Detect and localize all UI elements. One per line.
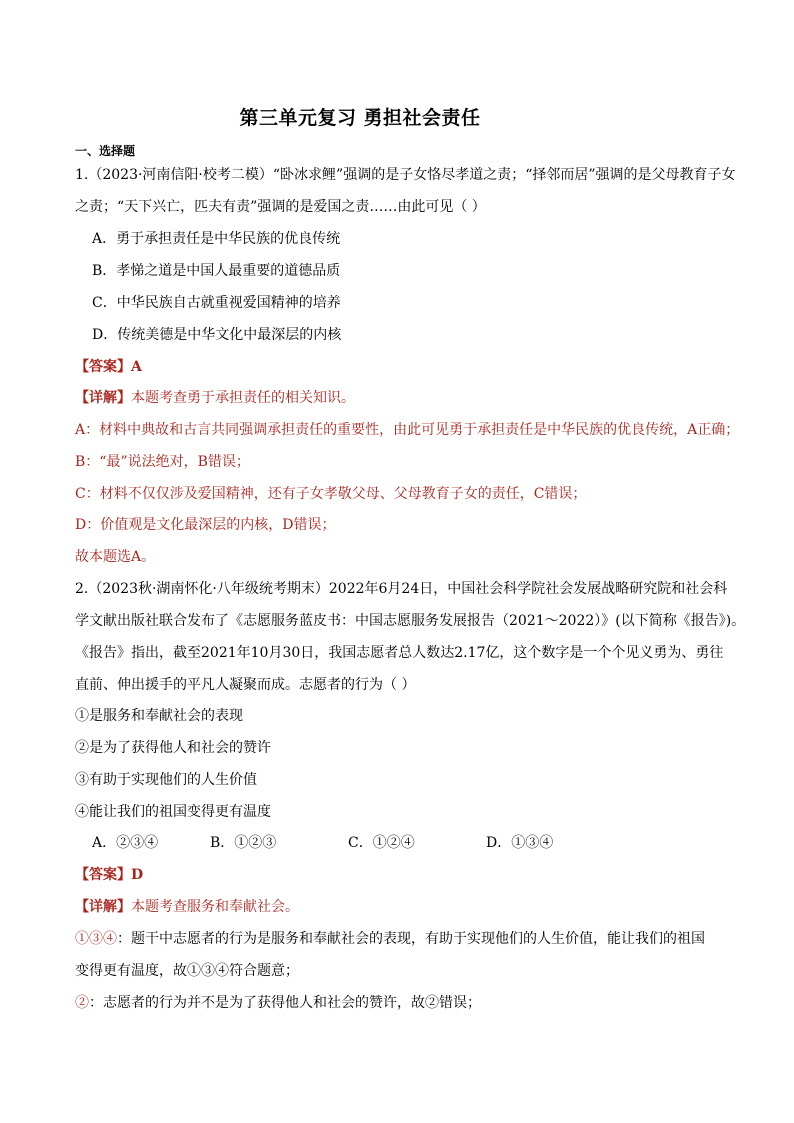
detail-text: 本题考查服务和奉献社会。 [131, 899, 299, 915]
q2-analysis-2 [75, 994, 481, 1012]
q1-stem-line-1: 1.（2023·河南信阳·校考二模）“卧冰求鲤”强调的是子女恪尽孝道之责；“择邻而居”强调的是父母教育子女 [75, 167, 736, 183]
detail-label: 【详解】 [75, 899, 131, 915]
q2-option-a: A．②③④ [92, 835, 159, 851]
q1-analysis-a: A：材料中典故和古言共同强调承担责任的重要性，由此可见勇于承担责任是中华民族的优良传统，A正确； [75, 422, 740, 438]
analysis-text: ：题干中志愿者的行为是服务和奉献社会的表现，有助于实现他们的人生价值，能让我们的祖国 [117, 931, 705, 947]
q2-item-2: ②是为了获得他人和社会的赞许 [75, 740, 271, 756]
q2-answer [75, 866, 143, 884]
detail-text: 本题考查勇于承担责任的相关知识。 [131, 390, 355, 406]
q2-option-c: C．①②④ [348, 835, 415, 851]
q2-stem-line-4: 直前、伸出援手的平凡人凝聚而成。志愿者的行为（ ） [75, 677, 416, 693]
q2-detail [75, 898, 299, 916]
q2-analysis-1 [75, 930, 705, 948]
q2-option-b: B．①②③ [210, 835, 277, 851]
section-heading: 一、选择题 [75, 144, 136, 158]
q1-stem-line-2: 之责；“天下兴亡，匹夫有责”强调的是爱国之责……由此可见（ ） [75, 199, 486, 215]
q2-item-1: ①是服务和奉献社会的表现 [75, 708, 243, 724]
q2-stem-line-2: 学文献出版社联合发布了《志愿服务蓝皮书：中国志愿服务发展报告（2021～2022）》(以下简称《报告》)。 [75, 613, 746, 629]
q1-option-d: D．传统美德是中华文化中最深层的内核 [92, 327, 342, 343]
q2-stem-line-3: 《报告》指出，截至2021年10月30日，我国志愿者总人数达2.17亿，这个数字是一个个见义勇为、勇往 [75, 645, 724, 661]
q2-stem-line-1: 2.（2023秋·湖南怀化·八年级统考期末）2022年6月24日，中国社会科学院社会发展战略研究院和社会科 [75, 581, 728, 597]
answer-value: A [131, 359, 142, 375]
q2-item-3: ③有助于实现他们的人生价值 [75, 772, 257, 788]
q1-option-b: B．孝悌之道是中国人最重要的道德品质 [92, 263, 341, 279]
q2-option-d: D．①③④ [486, 835, 554, 851]
analysis-key: ② [75, 995, 89, 1011]
analysis-text: ：志愿者的行为并不是为了获得他人和社会的赞许，故②错误； [89, 995, 481, 1011]
answer-label: 【答案】 [75, 867, 131, 883]
q1-detail [75, 389, 355, 407]
q2-analysis-1-cont: 变得更有温度，故①③④符合题意； [75, 963, 299, 979]
q1-option-a: A．勇于承担责任是中华民族的优良传统 [92, 231, 341, 247]
analysis-key: ①③④ [75, 931, 117, 947]
q1-analysis-b: B：“最”说法绝对，B错误； [75, 454, 250, 470]
answer-value: D [131, 867, 144, 883]
q1-answer [75, 358, 142, 376]
q1-option-c: C．中华民族自古就重视爱国精神的培养 [92, 295, 341, 311]
page-title: 第三单元复习 勇担社会责任 [239, 107, 481, 129]
q1-conclusion: 故本题选A。 [75, 549, 156, 565]
q2-item-4: ④能让我们的祖国变得更有温度 [75, 804, 271, 820]
q1-analysis-d: D：价值观是文化最深层的内核，D错误； [75, 517, 336, 533]
answer-label: 【答案】 [75, 359, 131, 375]
detail-label: 【详解】 [75, 390, 131, 406]
q1-analysis-c: C：材料不仅仅涉及爱国精神，还有子女孝敬父母、父母教育子女的责任，C错误； [75, 486, 587, 502]
